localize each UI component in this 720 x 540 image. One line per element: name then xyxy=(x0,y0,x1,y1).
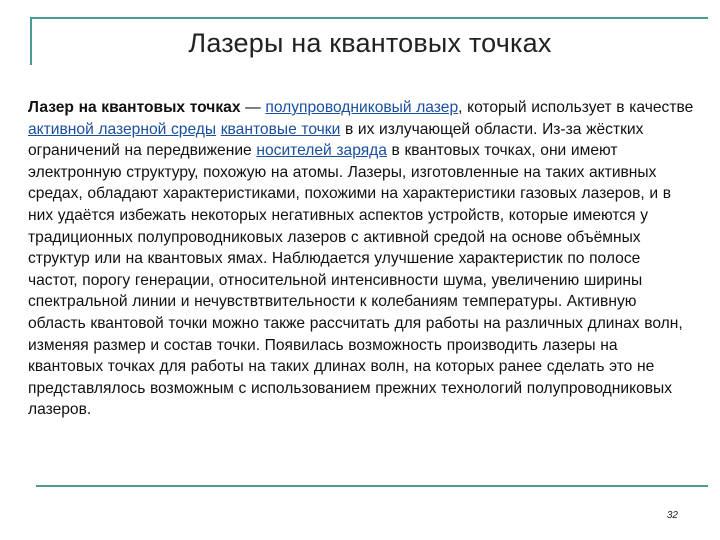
text-segment: , который использует в качестве xyxy=(458,99,694,116)
text-segment: в квантовых точках, они имеют электронную структуру, похожую на атомы. Лазеры, изготовленные на таких активных средах, обладают характеристиками, похожими на характеристики газовых лазеров, и в них удаётся избежать некоторых негативных аспектов устройств, которые имеются у традиционных полупроводниковых лазеров с активной средой на основе объёмных структур или на квантовых ямах. Наблюдается улучшение характеристик по полосе частот, порогу генерации, относительной интенсивности шума, увеличению ширины спектральной линии и нечувствтвительности к колебаниям температуры. Активную область квантовой точки можно также рассчитать для работы на различных длинах волн, изменяя размер и состав точки. Появилась возможность производить лазеры на квантовых точках для работы на таких длинах волн, на которых ранее сделать это не представлялось возможным с использованием прежних технологий полупроводниковых лазеров. xyxy=(28,142,683,419)
link-quantum-dots[interactable]: квантовые точки xyxy=(220,120,341,138)
link-semiconductor-laser[interactable]: полупроводниковый лазер xyxy=(265,99,459,116)
term-bold: Лазер на квантовых точках xyxy=(28,99,241,116)
bottom-border-line xyxy=(36,485,708,487)
text-segment: в их излучающей области. Из-за жёстких ограничений на передвижение xyxy=(28,120,644,160)
link-charge-carriers[interactable]: носителей заряда xyxy=(256,142,387,160)
slide-title: Лазеры на квантовых точках xyxy=(188,28,552,58)
text-segment: — xyxy=(240,99,266,116)
link-active-laser-medium[interactable]: активной лазерной среды xyxy=(28,120,217,138)
page-number: 32 xyxy=(666,510,678,521)
top-border-line xyxy=(30,17,708,19)
body-paragraph xyxy=(28,97,694,421)
